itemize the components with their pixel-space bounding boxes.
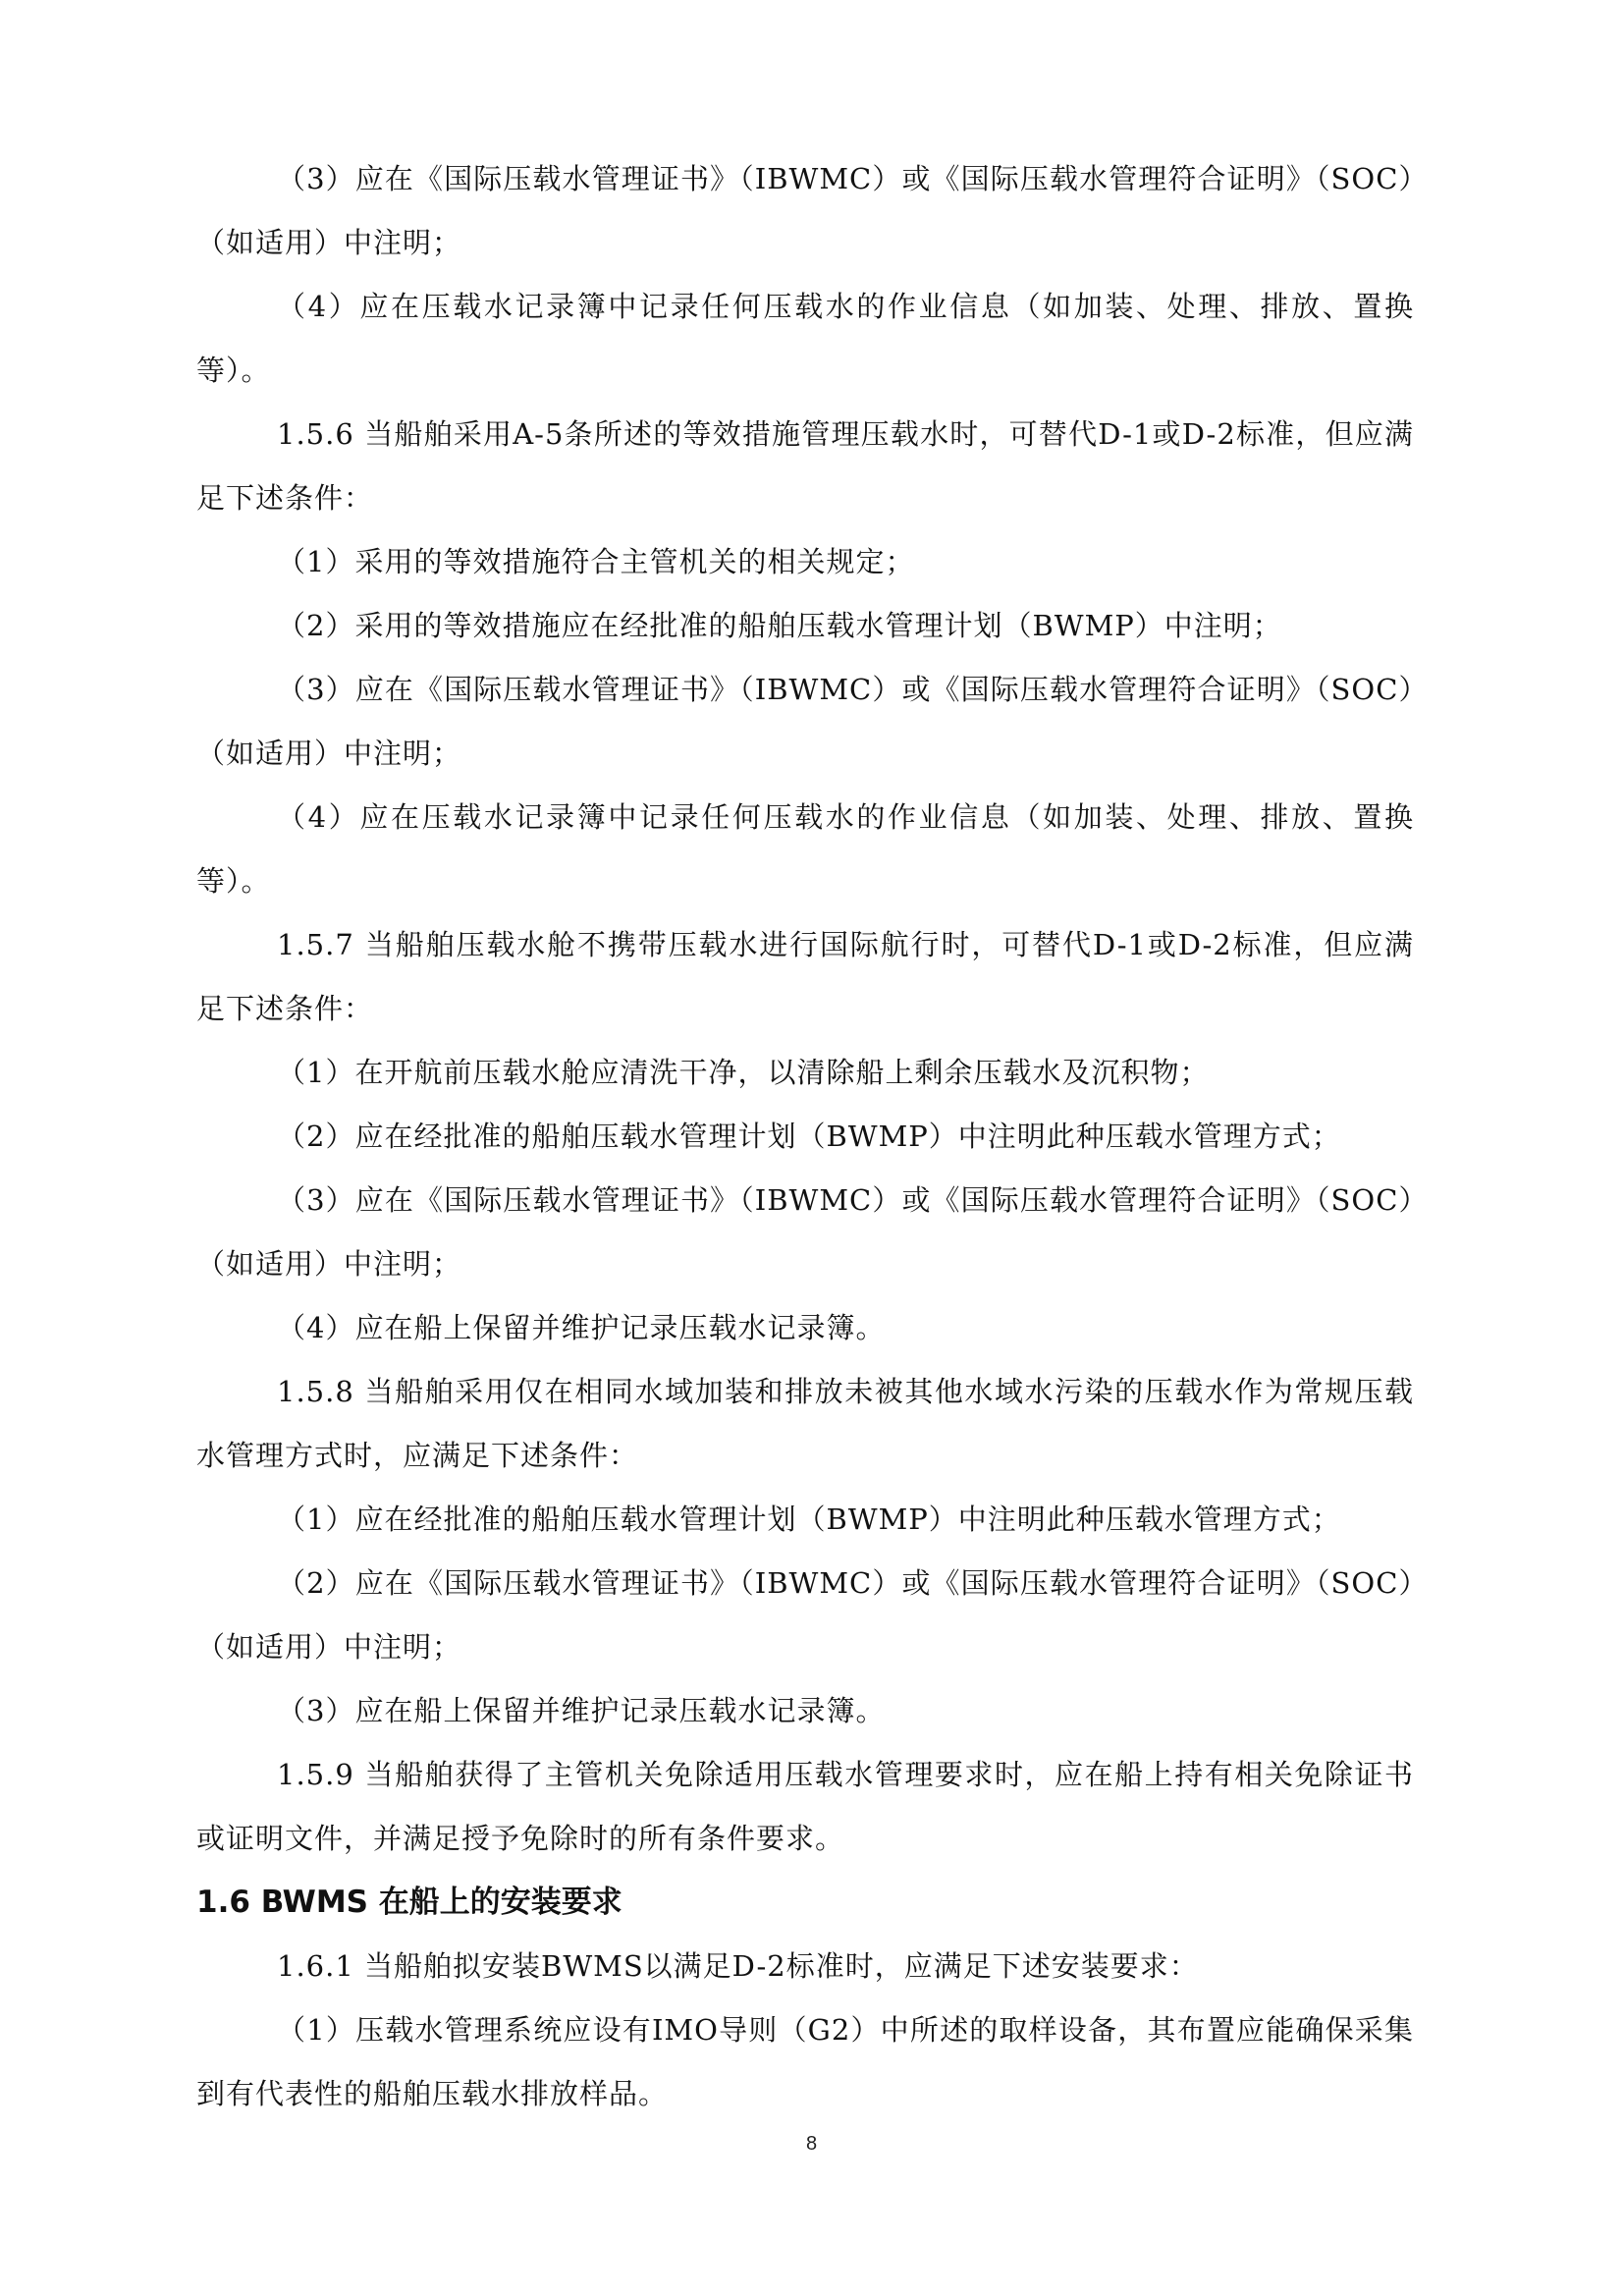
- paragraph: （4）应在船上保留并维护记录压载水记录簿。: [277, 1311, 886, 1344]
- paragraph: （2）应在经批准的船舶压载水管理计划（BWMP）中注明此种压载水管理方式；: [277, 1120, 1341, 1153]
- page-number: 8: [805, 2133, 818, 2155]
- paragraph: （3）应在船上保留并维护记录压载水记录簿。: [277, 1694, 886, 1727]
- paragraph: （2）采用的等效措施应在经批准的船舶压载水管理计划（BWMP）中注明；: [277, 609, 1282, 642]
- paragraph: 1.5.9 当船舶获得了主管机关免除适用压载水管理要求时，应在船上持有相关免除证书或证明文件，并满足授予免除时的所有条件要求。: [196, 1758, 1414, 1855]
- paragraph: （1）应在经批准的船舶压载水管理计划（BWMP）中注明此种压载水管理方式；: [277, 1503, 1341, 1536]
- paragraph: 1.5.6 当船舶采用A-5条所述的等效措施管理压载水时，可替代D-1或D-2标准，但应满足下述条件：: [196, 417, 1414, 515]
- paragraph: （1）在开航前压载水舱应清洗干净，以清除船上剩余压载水及沉积物；: [277, 1056, 1210, 1089]
- paragraph: （1）压载水管理系统应设有IMO导则（G2）中所述的取样设备，其布置应能确保采集到有代表性的船舶压载水排放样品。: [196, 2013, 1414, 2110]
- paragraph: 1.5.8 当船舶采用仅在相同水域加装和排放未被其他水域水污染的压载水作为常规压载水管理方式时，应满足下述条件：: [196, 1375, 1414, 1472]
- paragraph: 1.6.1 当船舶拟安装BWMS以满足D-2标准时，应满足下述安装要求：: [277, 1949, 1199, 1983]
- paragraph: （1）采用的等效措施符合主管机关的相关规定；: [277, 545, 915, 578]
- document-body: [196, 147, 1414, 2126]
- paragraph: （4）应在压载水记录簿中记录任何压载水的作业信息（如加装、处理、排放、置换等）。: [196, 290, 1414, 387]
- paragraph: （4）应在压载水记录簿中记录任何压载水的作业信息（如加装、处理、排放、置换等）。: [196, 800, 1414, 898]
- paragraph: （3）应在《国际压载水管理证书》（IBWMC）或《国际压载水管理符合证明》（SOC）（如适用）中注明；: [196, 673, 1414, 770]
- section-heading: 1.6 BWMS 在船上的安装要求: [196, 1885, 622, 1920]
- paragraph: （2）应在《国际压载水管理证书》（IBWMC）或《国际压载水管理符合证明》（SOC）（如适用）中注明；: [196, 1566, 1414, 1664]
- paragraph: （3）应在《国际压载水管理证书》（IBWMC）或《国际压载水管理符合证明》（SOC）（如适用）中注明；: [196, 1183, 1414, 1281]
- paragraph: （3）应在《国际压载水管理证书》（IBWMC）或《国际压载水管理符合证明》（SOC）（如适用）中注明；: [196, 162, 1414, 259]
- paragraph: 1.5.7 当船舶压载水舱不携带压载水进行国际航行时，可替代D-1或D-2标准，但应满足下述条件：: [196, 928, 1414, 1025]
